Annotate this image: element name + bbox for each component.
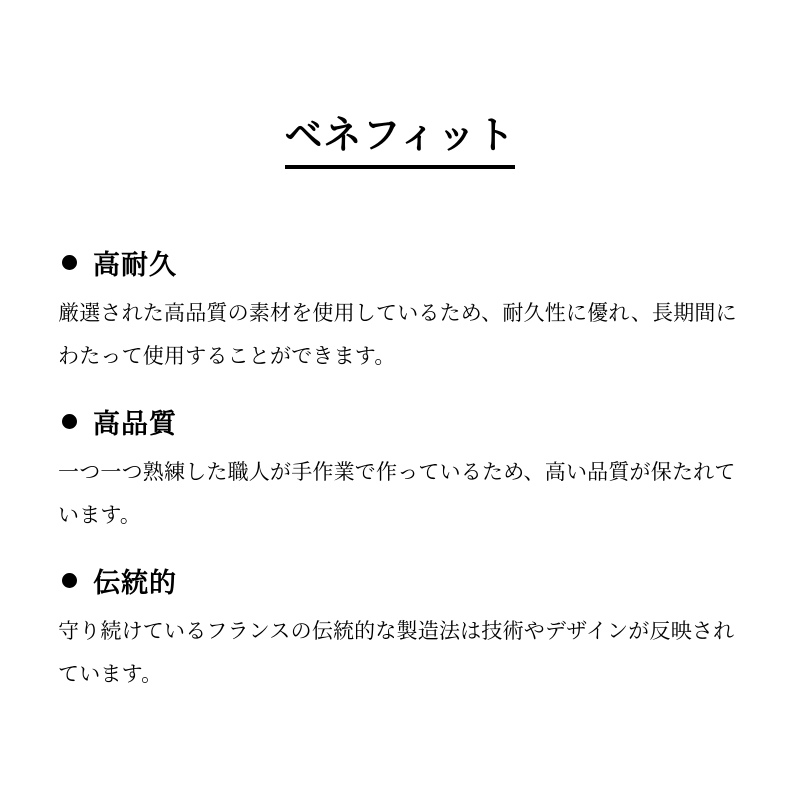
benefit-section-1	[56, 243, 744, 378]
benefit-heading-3	[62, 561, 744, 600]
benefit-section-2	[56, 402, 744, 537]
page-title: ベネフィット	[285, 113, 516, 169]
bullet-icon	[62, 255, 77, 270]
benefit-heading-label-1: 高耐久	[93, 249, 177, 281]
benefit-heading-label-2: 高品質	[93, 408, 177, 440]
benefit-heading-2	[62, 402, 744, 441]
benefit-heading-1	[62, 243, 744, 282]
benefit-body-2: 一つ一つ熟練した職人が手作業で作っているため、高い品質が保たれています。	[58, 459, 736, 527]
bullet-icon	[62, 414, 77, 429]
benefit-heading-label-3: 伝統的	[93, 567, 177, 599]
benefit-section-3	[56, 561, 744, 696]
benefit-body-1: 厳選された高品質の素材を使用しているため、耐久性に優れ、長期間にわたって使用することができます。	[58, 300, 737, 368]
bullet-icon	[62, 573, 77, 588]
benefit-body-3: 守り続けているフランスの伝統的な製造法は技術やデザインが反映されています。	[58, 618, 735, 686]
title-container	[56, 0, 744, 229]
